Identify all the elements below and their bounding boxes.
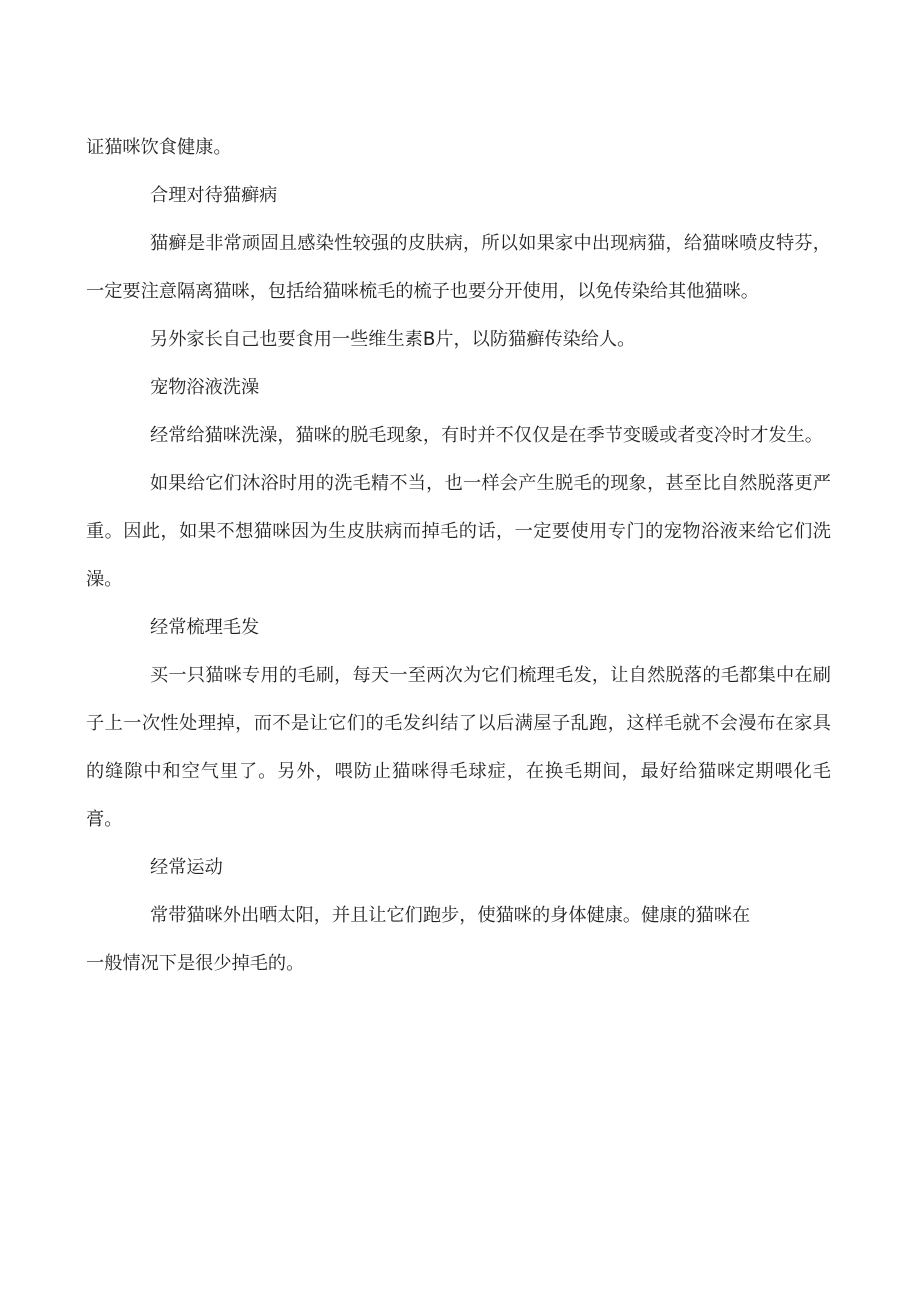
paragraph-bathing-shedding: 经常给猫咪洗澡，猫咪的脱毛现象，有时并不仅仅是在季节变暖或者变冷时才发生。 xyxy=(150,425,823,446)
paragraph-brushing: 买一只猫咪专用的毛刷，每天一至两次为它们梳理毛发，让自然脱落的毛都集中在刷子上一次性处理掉，而不是让它们的毛发纠结了以后满屋子乱跑，这样毛就不会漫布在家具的缝隙中和空气里了。另外，喂防止猫咪得毛球症，在换毛期间，最好给猫咪定期喂化毛膏。 xyxy=(86,665,831,830)
section-heading-cat-ringworm: 合理对待猫癣病 xyxy=(150,185,278,206)
section-heading-exercise: 经常运动 xyxy=(150,857,223,878)
paragraph-continuation: 证猫咪饮食健康。 xyxy=(86,137,232,158)
paragraph-sunlight-exercise: 常带猫咪外出晒太阳，并且让它们跑步，使猫咪的身体健康。健康的猫咪在一般情况下是很少掉毛的。 xyxy=(86,905,751,974)
paragraph-shampoo: 如果给它们沐浴时用的洗毛精不当，也一样会产生脱毛的现象，甚至比自然脱落更严重。因此，如果不想猫咪因为生皮肤病而掉毛的话，一定要使用专门的宠物浴液来给它们洗澡。 xyxy=(86,473,831,590)
section-heading-grooming: 经常梳理毛发 xyxy=(150,617,260,638)
section-heading-pet-bath: 宠物浴液洗澡 xyxy=(150,377,260,398)
paragraph-ringworm-isolation: 猫癣是非常顽固且感染性较强的皮肤病，所以如果家中出现病猫，给猫咪喷皮特芬，一定要注意隔离猫咪，包括给猫咪梳毛的梳子也要分开使用，以免传染给其他猫咪。 xyxy=(86,233,831,302)
paragraph-vitamin-b: 另外家长自己也要食用一些维生素B片，以防猫癣传染给人。 xyxy=(150,329,636,350)
document-body xyxy=(86,124,831,988)
